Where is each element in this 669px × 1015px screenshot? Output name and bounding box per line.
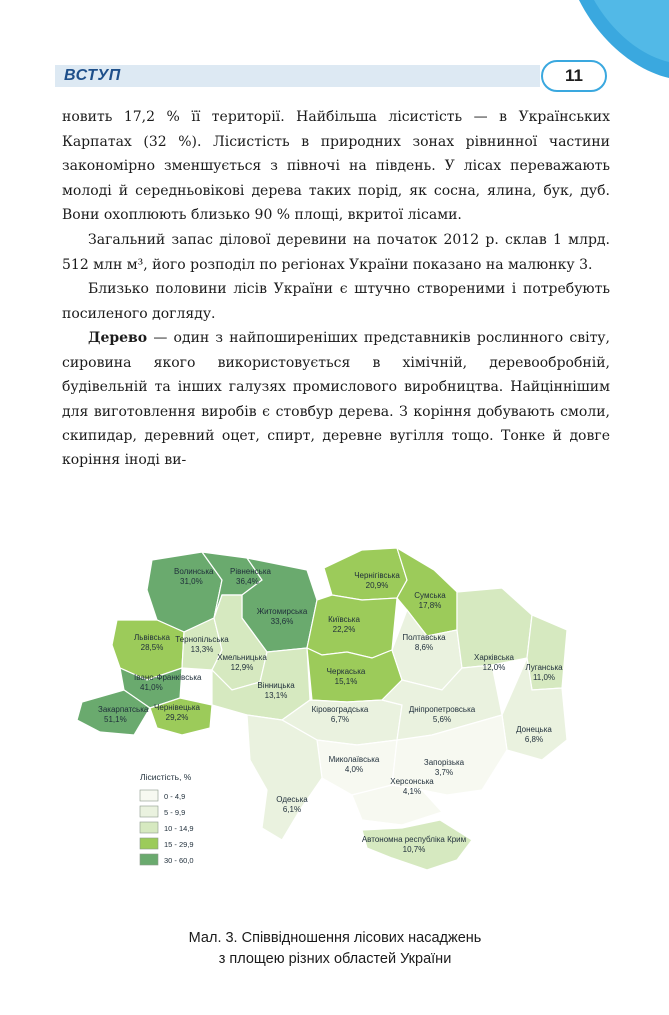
- paragraph-4-text: — один з найпоширеніших представників рослинного світу, сировина якого використовується в хімічній, деревообробній, будівельній та інших галузях промислового виробництва. Найціннішим для виготовлення виробів є стовбур дерева. З коріння добувають смоли, скипидар, деревний оцет, спирт, деревне вугілля тощо. Тонке й довге коріння іноді ви-: [62, 330, 610, 469]
- legend-label-2: 5 - 9,9: [164, 808, 186, 817]
- legend-label-4: 15 - 29,9: [164, 840, 194, 849]
- body-text: [62, 105, 610, 473]
- region-value-тернопільська: 13,3%: [190, 645, 214, 654]
- region-name-львівська: Львівська: [134, 633, 170, 642]
- region-name-вінницька: Вінницька: [257, 681, 295, 690]
- region-name-дніпропетровська: Дніпропетровська: [408, 705, 476, 714]
- ukraine-map-svg: [62, 540, 610, 900]
- legend-label-5: 30 - 60,0: [164, 856, 194, 865]
- legend-swatch-1: [140, 790, 158, 801]
- legend-swatch-4: [140, 838, 158, 849]
- region-name-харківська: Харківська: [474, 653, 514, 662]
- region-value-хмельницька: 12,9%: [230, 663, 254, 672]
- legend-swatch-2: [140, 806, 158, 817]
- region-value-запорізька: 3,7%: [434, 768, 454, 777]
- paragraph-3: Близько половини лісів України є штучно створеними і потребують посиленого догляду.: [62, 281, 610, 322]
- region-name-волинська: Волинська: [174, 567, 214, 576]
- figure-caption: [100, 928, 570, 970]
- region-name-запорізька: Запорізька: [423, 758, 465, 767]
- region-name-київська: Київська: [328, 615, 360, 624]
- paragraph-4: [62, 326, 610, 472]
- region-value-автономна-республіка-крим: 10,7%: [402, 845, 426, 854]
- region-value-херсонська: 4,1%: [402, 787, 422, 796]
- region-value-чернігівська: 20,9%: [365, 581, 389, 590]
- region-name-черкаська: Черкаська: [326, 667, 366, 676]
- region-value-рівненська: 36,4%: [236, 577, 259, 586]
- region-value-івано-франківська: 41,0%: [140, 683, 163, 692]
- region-name-кіровоградська: Кіровоградська: [311, 705, 369, 714]
- region-value-житомирська: 33,6%: [270, 617, 294, 626]
- section-title: ВСТУП: [64, 67, 121, 84]
- region-name-закарпатська: Закарпатська: [98, 705, 149, 714]
- region-name-автономна-республіка-крим: Автономна республіка Крим: [361, 835, 467, 844]
- region-name-хмельницька: Хмельницька: [217, 653, 267, 662]
- region-value-сумська: 17,8%: [418, 601, 442, 610]
- region-name-одеська: Одеська: [276, 795, 308, 804]
- legend-swatch-5: [140, 854, 158, 865]
- region-value-донецька: 6,8%: [524, 735, 544, 744]
- region-value-черкаська: 15,1%: [334, 677, 358, 686]
- term-tree: Дерево: [88, 330, 148, 347]
- legend-label-1: 0 - 4,9: [164, 792, 186, 801]
- region-name-полтавська: Полтавська: [402, 633, 446, 642]
- region-name-рівненська: Рівненська: [230, 567, 271, 576]
- region-name-чернівецька: Чернівецька: [154, 703, 200, 712]
- region-value-чернівецька: 29,2%: [165, 713, 189, 722]
- region-value-харківська: 12,0%: [482, 663, 506, 672]
- region-name-миколаївська: Миколаївська: [328, 755, 380, 764]
- region-name-донецька: Донецька: [516, 725, 552, 734]
- region-value-кіровоградська: 6,7%: [330, 715, 350, 724]
- legend-swatch-3: [140, 822, 158, 833]
- legend-label-3: 10 - 14,9: [164, 824, 194, 833]
- region-name-луганська: Луганська: [525, 663, 563, 672]
- region-value-вінницька: 13,1%: [264, 691, 288, 700]
- region-value-миколаївська: 4,0%: [344, 765, 364, 774]
- region-value-полтавська: 8,6%: [414, 643, 434, 652]
- page-number: 11: [541, 60, 607, 92]
- region-value-дніпропетровська: 5,6%: [432, 715, 452, 724]
- legend-title: Лісистість, %: [140, 772, 192, 782]
- region-value-луганська: 11,0%: [532, 673, 556, 682]
- caption-line-1: Мал. 3. Співвідношення лісових насаджень: [188, 930, 482, 946]
- paragraph-2: Загальний запас ділової деревини на початок 2012 р. склав 1 млрд. 512 млн м³, його розподіл по регіонах України показано на малюнку 3.: [62, 231, 610, 273]
- paragraph-1: новить 17,2 % її території. Найбільша лісистість — в Українських Карпатах (32 %). Лісистість в природних зонах рівнинної частини закономірно зменшується з півночі на південь. У лісах переважають молоді й середньовікові дерева таких порід, як сосна, ялина, бук, дуб. Вони охоплюють близько 90 % площі, вкритої лісами.: [62, 109, 610, 224]
- region-value-львівська: 28,5%: [140, 643, 164, 652]
- caption-line-2: з площею різних областей України: [218, 951, 452, 967]
- region-name-житомирська: Житомирська: [256, 607, 308, 616]
- region-value-київська: 22,2%: [332, 625, 356, 634]
- header-bar: [55, 65, 540, 87]
- forest-cover-map: [62, 540, 610, 900]
- region-value-закарпатська: 51,1%: [104, 715, 127, 724]
- region-value-волинська: 31,0%: [180, 577, 203, 586]
- region-name-чернігівська: Чернігівська: [354, 571, 400, 580]
- region-name-івано-франківська: Івано-Франківська: [134, 673, 202, 682]
- region-name-тернопільська: Тернопільська: [175, 635, 229, 644]
- region-value-одеська: 6,1%: [282, 805, 302, 814]
- region-name-сумська: Сумська: [414, 591, 446, 600]
- region-name-херсонська: Херсонська: [390, 777, 434, 786]
